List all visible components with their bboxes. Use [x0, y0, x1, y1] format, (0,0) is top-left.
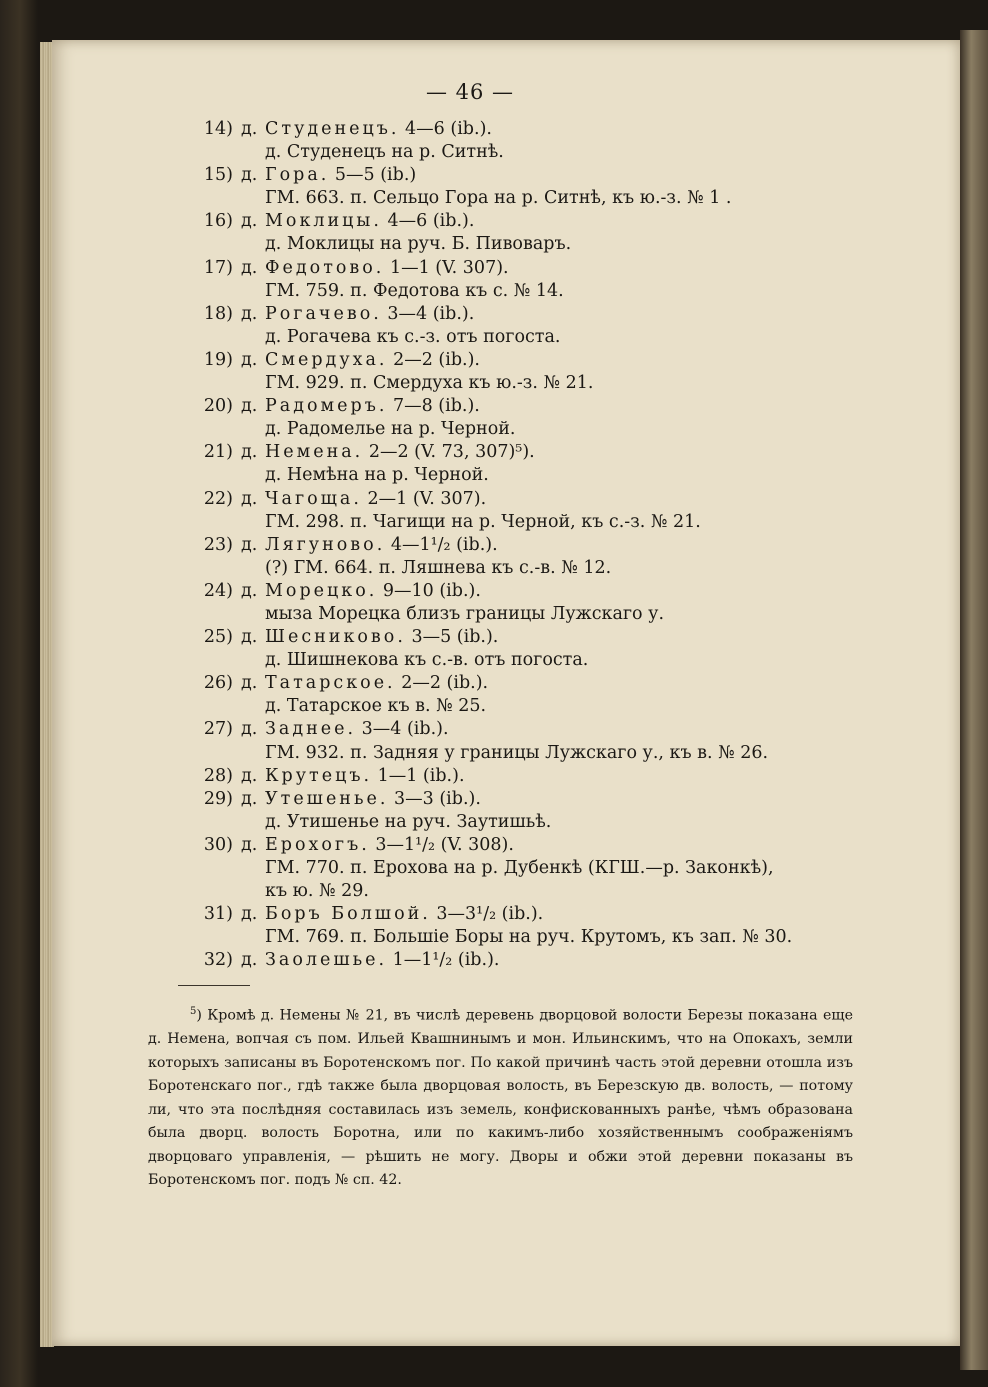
entry-number: 14) — [203, 119, 233, 139]
entry-values: 1—1 (ib.). — [372, 765, 465, 786]
footnote-mark: 5 — [190, 1006, 197, 1017]
entry-place-name: Чагоща. — [265, 488, 362, 509]
entry-prefix: д. — [241, 257, 258, 278]
entry — [185, 834, 875, 903]
entry-values: 3—4 (ib.). — [356, 719, 449, 740]
entry-number: 20) — [203, 396, 233, 417]
entry-place-name: Заолешье. — [265, 950, 388, 971]
entry-number: 30) — [203, 834, 233, 855]
entry-values: 2—2 (V. 73, 307)⁵). — [363, 442, 535, 463]
entry-number: 19) — [203, 349, 233, 370]
entry-values: 4—1¹/₂ (ib.). — [385, 534, 498, 555]
entry-place-name: Моклицы. — [265, 211, 382, 232]
entry-sub-line: (?) ГМ. 664. п. Ляшнева къ с.-в. № 12. — [265, 557, 612, 578]
entry-number: 25) — [203, 627, 233, 648]
entry-place-name: Утешенье. — [265, 788, 389, 809]
entry-prefix: д. — [241, 165, 258, 186]
entry-main-line — [185, 349, 875, 372]
entry-number: 17) — [203, 257, 233, 278]
entry-main-line — [185, 903, 875, 926]
entry-number: 24) — [203, 580, 233, 601]
entry-values: 5—5 (ib.) — [329, 165, 417, 186]
entry-prefix: д. — [241, 788, 258, 809]
entry-values: 7—8 (ib.). — [387, 396, 480, 417]
entry-main-line — [185, 210, 875, 233]
entry — [185, 303, 875, 349]
entry-sub-line: ГМ. 769. п. Большіе Боры на руч. Крутомъ, къ зап. № 30. — [265, 927, 793, 948]
entry-values: 1—1¹/₂ (ib.). — [387, 950, 500, 971]
entry-place-name: Татарское. — [265, 673, 396, 694]
entry-main-line — [185, 834, 875, 857]
entry-prefix: д. — [241, 904, 258, 925]
entry-main-line — [185, 118, 875, 141]
entry-prefix: д. — [241, 719, 258, 740]
entry — [185, 534, 875, 580]
entry — [185, 765, 875, 788]
footnote — [148, 1000, 853, 1193]
entry-values: 9—10 (ib.). — [377, 580, 481, 601]
entry-place-name: Боръ Болшой. — [265, 904, 431, 925]
footnote-rule — [178, 985, 250, 986]
entry-sub-line: д. Утишенье на руч. Заутишьѣ. — [265, 811, 552, 832]
entry-main-line — [185, 765, 875, 788]
entry-place-name: Радомеръ. — [265, 396, 388, 417]
entry-place-name: Крутецъ. — [265, 765, 373, 786]
entry-sub-line: д. Татарское къ в. № 25. — [265, 696, 487, 717]
entry-values: 3—1¹/₂ (V. 308). — [369, 834, 514, 855]
entry — [185, 626, 875, 672]
entry-values: 3—4 (ib.). — [381, 303, 475, 324]
entry-sub-line: д. Немѣна на р. Черной. — [265, 465, 489, 486]
entry-prefix: д. — [241, 396, 258, 417]
entry-main-line — [185, 949, 875, 972]
entry-number: 23) — [203, 534, 233, 555]
entry-prefix: д. — [241, 627, 258, 648]
entry-place-name: Гора. — [265, 165, 330, 186]
entry — [185, 580, 875, 626]
entry — [185, 788, 875, 834]
entry-main-line — [185, 626, 875, 649]
entry-number: 18) — [203, 303, 233, 324]
entry-prefix: д. — [241, 765, 258, 786]
entry — [185, 118, 875, 164]
entry-sub-line: д. Студенецъ на р. Ситнѣ. — [265, 142, 504, 163]
entry-place-name: Лягуново. — [265, 534, 386, 555]
entry — [185, 257, 875, 303]
entry-prefix: д. — [241, 834, 258, 855]
entry-sub-line: ГМ. 770. п. Ерохова на р. Дубенкѣ (КГШ.—р. Законкѣ), — [265, 858, 774, 878]
entry-number: 32) — [203, 950, 233, 971]
entry-number: 16) — [203, 211, 233, 232]
entry-sub-line: д. Шишнекова къ с.-в. отъ погоста. — [265, 650, 589, 671]
entry-number: 28) — [203, 765, 233, 786]
entry-prefix: д. — [241, 534, 258, 555]
entry-sub-line: мыза Морецка близъ границы Лужскаго у. — [265, 603, 665, 624]
entry-sub-line: д. Моклицы на руч. Б. Пивоваръ. — [265, 234, 572, 255]
entry-main-line — [185, 488, 875, 511]
entry-number: 15) — [203, 165, 233, 186]
entry-sub-line: ГМ. 759. п. Федотова къ с. № 14. — [265, 280, 564, 301]
entry-main-line — [185, 580, 875, 603]
entry-place-name: Федотово. — [265, 257, 385, 278]
entry-number: 22) — [203, 488, 233, 509]
entries-list — [185, 118, 875, 972]
entry-prefix: д. — [241, 119, 258, 139]
entry-place-name: Заднее. — [265, 719, 357, 740]
entry-number: 29) — [203, 788, 233, 809]
entry-place-name: Рогачево. — [265, 303, 382, 324]
entry-prefix: д. — [241, 673, 258, 694]
entry — [185, 718, 875, 764]
entry — [185, 395, 875, 441]
entry-values: 1—1 (V. 307). — [384, 257, 509, 278]
entry-sub-line: ГМ. 298. п. Чагищи на р. Черной, къ с.-з. № 21. — [265, 511, 701, 532]
entry-sub-line: ГМ. 663. п. Сельцо Гора на р. Ситнѣ, къ ю.-з. № 1 . — [265, 188, 732, 209]
entry-sub-line: ГМ. 929. п. Смердуха къ ю.-з. № 21. — [265, 373, 594, 394]
entry — [185, 903, 875, 949]
entry-main-line — [185, 718, 875, 741]
entry-main-line — [185, 788, 875, 811]
entry-place-name: Смердуха. — [265, 349, 388, 370]
entry-place-name: Студенецъ. — [265, 119, 400, 139]
entry-main-line — [185, 441, 875, 464]
entry — [185, 949, 875, 972]
entry-sub-line: д. Радомелье на р. Черной. — [265, 419, 516, 440]
entry — [185, 672, 875, 718]
entry-values: 2—1 (V. 307). — [361, 488, 487, 509]
entry-main-line — [185, 395, 875, 418]
entry-number: 31) — [203, 904, 233, 925]
entry — [185, 488, 875, 534]
entry-number: 27) — [203, 719, 233, 740]
entry-main-line — [185, 534, 875, 557]
entry-sub-line: къ ю. № 29. — [265, 881, 369, 902]
entry-values: 4—6 (ib.). — [399, 119, 492, 139]
entry-prefix: д. — [241, 303, 258, 324]
entry — [185, 164, 875, 210]
entry-prefix: д. — [241, 580, 258, 601]
entry-main-line — [185, 164, 875, 187]
entry-main-line — [185, 257, 875, 280]
entry-sub-line: д. Рогачева къ с.-з. отъ погоста. — [265, 326, 561, 347]
page-number: — 46 — — [425, 80, 515, 104]
entry — [185, 441, 875, 487]
entry — [185, 349, 875, 395]
entry-main-line — [185, 672, 875, 695]
entry-sub-line: ГМ. 932. п. Задняя у границы Лужскаго у., къ в. № 26. — [265, 742, 769, 763]
entry-main-line — [185, 303, 875, 326]
entry-values: 2—2 (ib.). — [395, 673, 489, 694]
entry-prefix: д. — [241, 950, 258, 971]
entry-values: 2—2 (ib.). — [387, 349, 480, 370]
entry-prefix: д. — [241, 442, 258, 463]
entry-values: 4—6 (ib.). — [381, 211, 475, 232]
entry-values: 3—5 (ib.). — [405, 627, 499, 648]
entry-place-name: Ерохогъ. — [265, 834, 370, 855]
entry-values: 3—3¹/₂ (ib.). — [430, 904, 544, 925]
entry-place-name: Немена. — [265, 442, 364, 463]
entry-number: 26) — [203, 673, 233, 694]
book-spine-strip — [960, 30, 988, 1370]
entry-place-name: Морецко. — [265, 580, 378, 601]
entry-prefix: д. — [241, 211, 258, 232]
entry-prefix: д. — [241, 488, 258, 509]
entry-place-name: Шесниково. — [265, 627, 406, 648]
entry — [185, 210, 875, 256]
entry-prefix: д. — [241, 349, 258, 370]
entry-values: 3—3 (ib.). — [388, 788, 481, 809]
entry-number: 21) — [203, 442, 233, 463]
footnote-text: ) Кромѣ д. Немены № 21, въ числѣ деревень дворцовой волости Березы показана еще д. Немена, вопчая съ пом. Ильей Квашнинымъ и мон. Ильинскимъ, что на Опокахъ, земли которыхъ записаны въ Боротенскомъ пог. По какой причинѣ часть этой деревни отошла изъ Боротенскаго пог., гдѣ также была дворцовая волость, въ Березскую дв. волость, — потому ли, что эта послѣдняя составилась изъ земель, конфискованныхъ ранѣе, чѣмъ образована была дворц. волость Боротна, или по какимъ-либо хозяйственнымъ соображеніямъ дворцоваго управленія, — рѣшить не могу. Дворы и обжи этой деревни показаны въ Боротенскомъ пог. подъ № сп. 42. — [148, 1007, 853, 1189]
